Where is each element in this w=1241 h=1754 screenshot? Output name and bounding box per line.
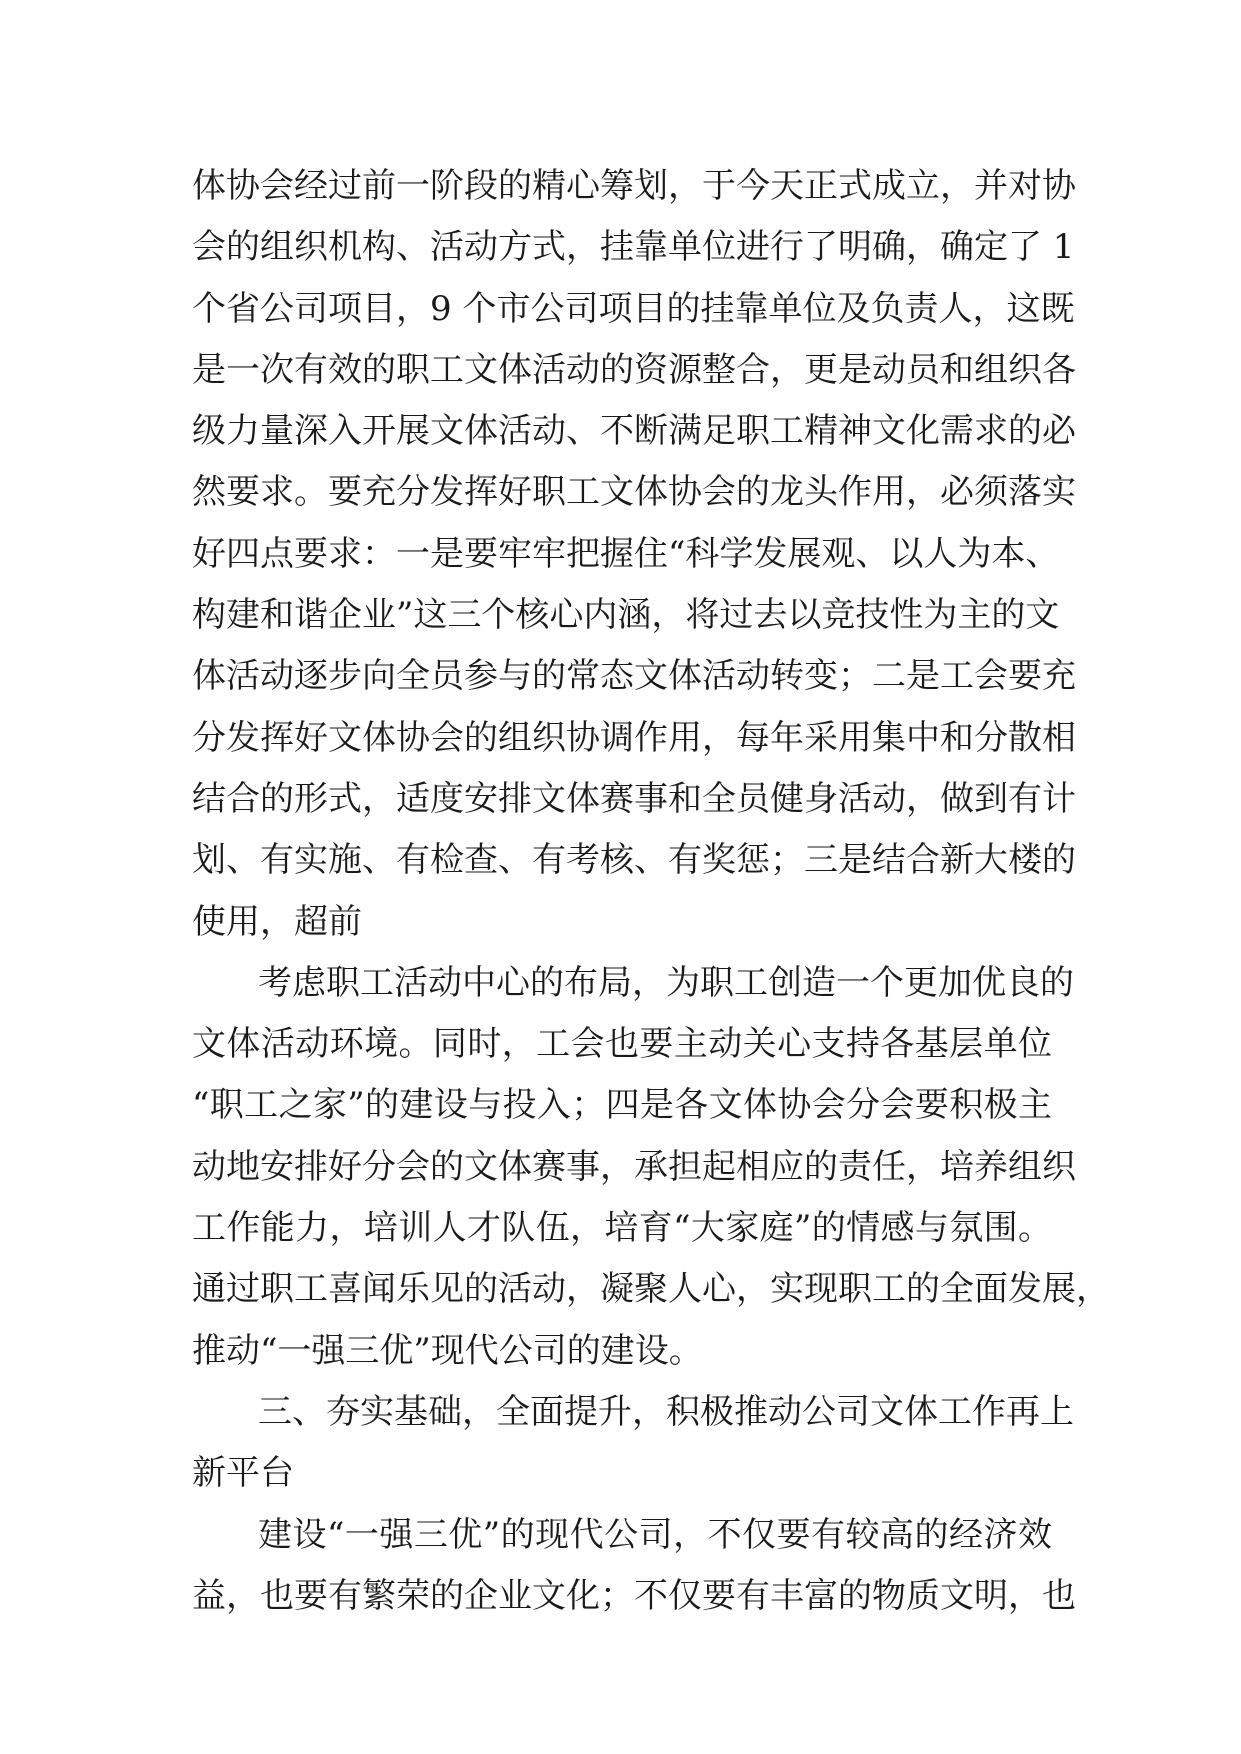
paragraph-2-line-7: 推动“一强三优”现代公司的建设。 <box>192 1330 703 1371</box>
paragraph-1-line-11: 结合的形式，适度安排文体赛事和全员健身活动，做到有计 <box>192 778 1076 819</box>
paragraph-1-line-13: 使用，超前 <box>192 901 362 942</box>
paragraph-2-line-3: “职工之家”的建设与投入；四是各文体协会分会要积极主 <box>192 1085 1052 1126</box>
paragraph-2-line-1: 考虑职工活动中心的布局，为职工创造一个更加优良的 <box>258 962 1074 1003</box>
paragraph-2-line-5: 工作能力，培训人才队伍，培育“大家庭”的情感与氛围。 <box>192 1208 1052 1249</box>
paragraph-1-line-5: 级力量深入开展文体活动、不断满足职工精神文化需求的必 <box>192 411 1076 452</box>
paragraph-1-line-1: 体协会经过前一阶段的精心筹划，于今天正式成立，并对协 <box>192 166 1076 206</box>
paragraph-1-line-9: 体活动逐步向全员参与的常态文体活动转变；二是工会要充 <box>192 656 1076 697</box>
paragraph-1-line-6: 然要求。要充分发挥好职工文体协会的龙头作用，必须落实 <box>192 472 1076 513</box>
paragraph-4-line-1: 建设“一强三优”的现代公司，不仅要有较高的经济效 <box>258 1514 1052 1555</box>
paragraph-1-line-8: 构建和谐企业”这三个核心内涵，将过去以竞技性为主的文 <box>192 595 1060 636</box>
paragraph-1-line-10: 分发挥好文体协会的组织协调作用，每年采用集中和分散相 <box>192 717 1076 758</box>
document-body <box>192 156 1110 1627</box>
paragraph-2-line-6: 通过职工喜闻乐见的活动，凝聚人心，实现职工的全面发展， <box>192 1269 1110 1310</box>
paragraph-1-line-2: 会的组织机构、活动方式，挂靠单位进行了明确，确定了 1 <box>192 227 1075 268</box>
paragraph-1-line-4: 是一次有效的职工文体活动的资源整合，更是动员和组织各 <box>192 349 1076 390</box>
paragraph-2-line-4: 动地安排好分会的文体赛事，承担起相应的责任，培养组织 <box>192 1146 1076 1187</box>
paragraph-1-line-3: 个省公司项目，9 个市公司项目的挂靠单位及负责人，这既 <box>192 288 1075 329</box>
paragraph-1-line-12: 划、有实施、有检查、有考核、有奖惩；三是结合新大楼的 <box>192 840 1076 881</box>
section-heading-line-1: 三、夯实基础，全面提升，积极推动公司文体工作再上 <box>258 1391 1074 1432</box>
paragraph-2-line-2: 文体活动环境。同时，工会也要主动关心支持各基层单位 <box>192 1024 1052 1065</box>
paragraph-4-line-2: 益，也要有繁荣的企业文化；不仅要有丰富的物质文明，也 <box>192 1575 1076 1616</box>
section-heading-line-2: 新平台 <box>192 1453 294 1494</box>
paragraph-1-line-7: 好四点要求：一是要牢牢把握住“科学发展观、以人为本、 <box>192 533 1060 574</box>
